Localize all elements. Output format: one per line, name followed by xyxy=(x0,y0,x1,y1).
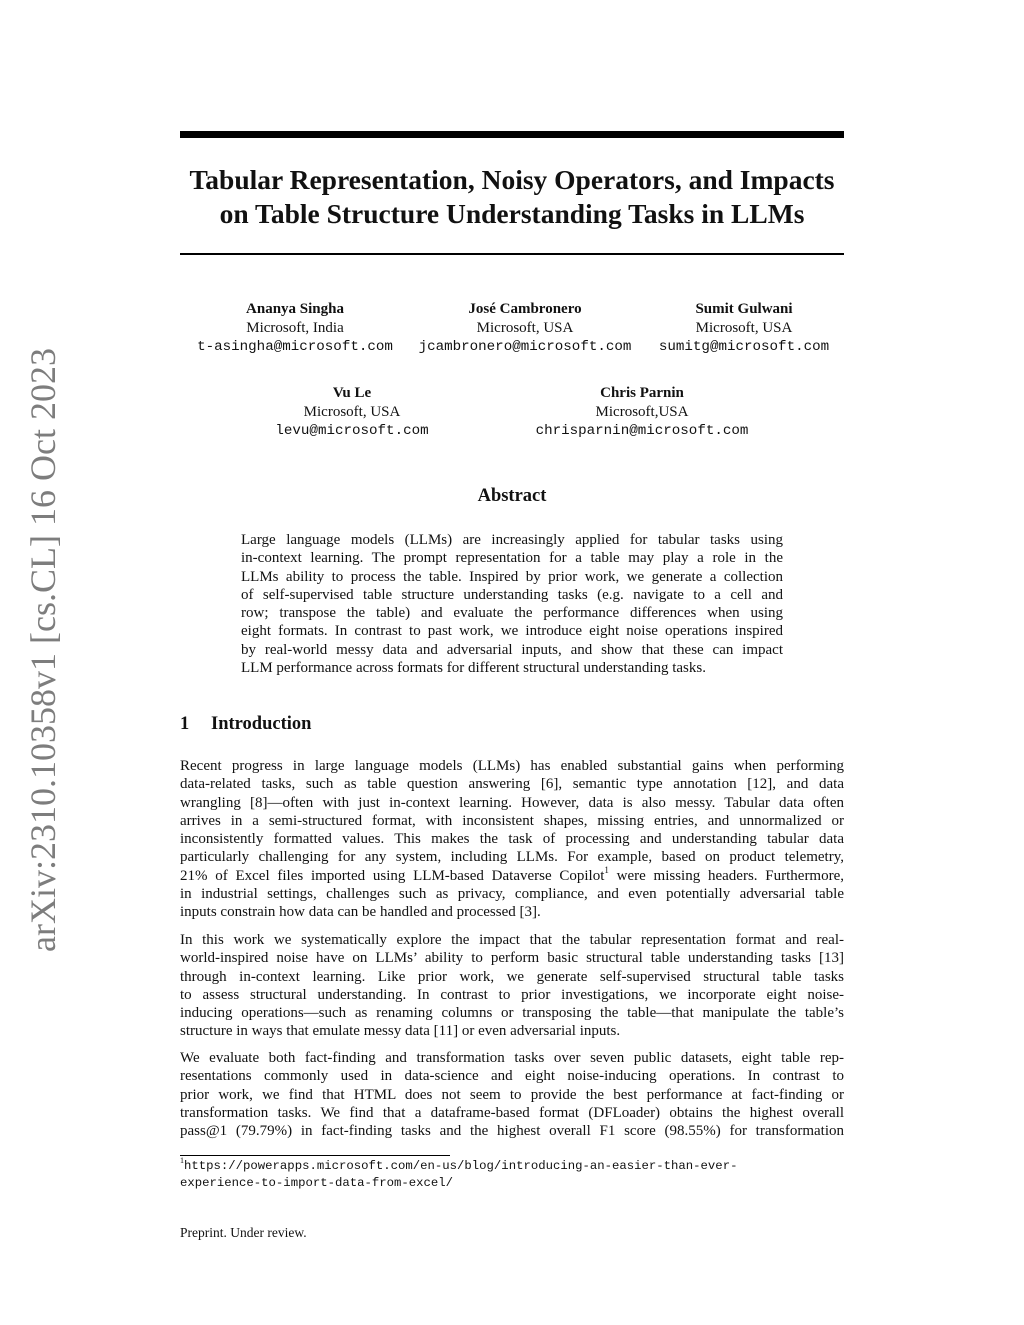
line-text: were missing headers. Furthermore, xyxy=(608,867,845,884)
section-title: Introduction xyxy=(211,714,312,734)
paragraph-line: resentations commonly used in data-science and eight noise-inducing operations. In contrast to xyxy=(180,1068,844,1085)
paper-title xyxy=(160,163,864,231)
paragraph-line xyxy=(180,864,845,885)
abstract-line: of self-supervised table structure understanding tasks (e.g. navigate to a cell and xyxy=(241,586,783,603)
author-email: sumitg@microsoft.com xyxy=(658,339,830,355)
abstract-line: row; transpose the table) and evaluate the performance differences when using xyxy=(241,605,783,622)
intro-paragraph-1 xyxy=(180,757,844,922)
abstract-line: eight formats. In contrast to past work, we introduce eight noise operations inspired xyxy=(241,623,783,640)
author-name: Sumit Gulwani xyxy=(695,301,793,317)
author-affiliation: Microsoft, USA xyxy=(695,320,793,336)
footnote-marker: 1 xyxy=(604,864,609,875)
footnote-number: 1 xyxy=(180,1155,184,1165)
paragraph-line: data-related tasks, such as table question answering [6], semantic type annotation [12], and data xyxy=(180,776,844,793)
paragraph-line: In this work we systematically explore the impact that the tabular representation format and real- xyxy=(180,932,844,948)
intro-paragraph-2 xyxy=(180,931,844,1041)
abstract-line: LLM performance across formats for different structural understanding tasks. xyxy=(241,660,706,677)
intro-paragraph-3 xyxy=(180,1049,844,1140)
footnote-line xyxy=(180,1155,844,1175)
author-name: Vu Le xyxy=(332,385,372,401)
author-email: levu@microsoft.com xyxy=(275,423,429,439)
footnote-url-part-1[interactable]: https://powerapps.microsoft.com/en-us/blog/introducing-an-easier-than-ever- xyxy=(184,1159,738,1173)
title-line-2: on Table Structure Understanding Tasks in LLMs xyxy=(219,198,805,229)
paragraph-line: We evaluate both fact-finding and transformation tasks over seven public datasets, eight table rep- xyxy=(180,1050,844,1066)
title-bottom-rule xyxy=(180,253,844,255)
paragraph-line: arrives in a semi-structured format, with inconsistent shapes, missing entries, and unnormalized or xyxy=(180,812,844,829)
title-line-1: Tabular Representation, Noisy Operators, and Impacts xyxy=(189,164,835,195)
paragraph-line: structure in ways that emulate messy data [11] or even adversarial inputs. xyxy=(180,1023,621,1040)
author-name: Ananya Singha xyxy=(246,301,344,317)
paragraph-line: pass@1 (79.79%) in fact-finding tasks and the highest overall F1 score (98.55%) for transformation xyxy=(180,1123,844,1140)
author-email: jcambronero@microsoft.com xyxy=(418,339,632,355)
abstract-line: in-context learning. The prompt representation for a table may play a role in the xyxy=(241,550,783,567)
abstract-line: Large language models (LLMs) are increasingly applied for tabular tasks using xyxy=(241,532,783,548)
abstract-line: LLMs ability to process the table. Inspired by prior work, we generate a collection xyxy=(241,568,783,585)
author-block xyxy=(165,300,425,357)
author-block xyxy=(614,300,874,357)
author-name: José Cambronero xyxy=(468,301,582,317)
abstract-heading: Abstract xyxy=(477,486,547,506)
paragraph-line: in industrial settings, challenges such as privacy, compliance, and even potentially adversarial table xyxy=(180,886,844,903)
paragraph-line: inputs constrain how data can be handled and processed [3]. xyxy=(180,904,541,921)
author-email: t-asingha@microsoft.com xyxy=(197,339,393,355)
author-affiliation: Microsoft, India xyxy=(246,320,344,336)
paragraph-line: inconsistently formatted values. This makes the task of processing and understanding tabular data xyxy=(180,831,844,848)
paragraph-line: wrangling [8]—often with just in-context learning. However, data is also messy. Tabular data often xyxy=(180,794,844,811)
author-affiliation: Microsoft,USA xyxy=(595,404,689,420)
paragraph-line: Recent progress in large language models (LLMs) has enabled substantial gains when performing xyxy=(180,758,844,774)
author-affiliation: Microsoft, USA xyxy=(303,404,401,420)
paragraph-line: transformation tasks. We find that a dataframe-based format (DFLoader) obtains the highest overall xyxy=(180,1104,844,1121)
abstract-body xyxy=(241,531,783,677)
paragraph-line: particularly challenging for any system, including LLMs. For example, based on product telemetry, xyxy=(180,849,844,866)
paragraph-line: prior work, we find that HTML does not seem to provide the best performance at fact-finding or xyxy=(180,1086,844,1103)
title-top-rule xyxy=(180,131,844,138)
line-text: 21% of Excel files imported using LLM-based Dataverse Copilot xyxy=(180,867,605,884)
footnote xyxy=(180,1155,844,1192)
author-email: chrisparnin@microsoft.com xyxy=(535,423,749,439)
arxiv-identifier: arXiv:2310.10358v1 [cs.CL] 16 Oct 2023 xyxy=(23,348,63,952)
paragraph-line: to assess structural understanding. In contrast to prior investigations, we incorporate eight noise- xyxy=(180,986,844,1003)
section-number: 1 xyxy=(180,714,190,734)
author-block xyxy=(512,384,772,441)
footnote-url-part-2[interactable]: experience-to-import-data-from-excel/ xyxy=(180,1176,454,1190)
paragraph-line: through in-context learning. Like prior work, we generate self-supervised structural table tasks xyxy=(180,968,844,985)
author-name: Chris Parnin xyxy=(600,385,684,401)
author-block xyxy=(222,384,482,441)
paragraph-line: inducing operations—such as renaming columns or transposing the table—that manipulate the table’s xyxy=(180,1005,844,1022)
author-affiliation: Microsoft, USA xyxy=(476,320,574,336)
preprint-note: Preprint. Under review. xyxy=(180,1225,307,1240)
footnote-rule xyxy=(180,1155,450,1156)
section-heading xyxy=(180,714,311,735)
abstract-line: by real-world messy data and adversarial inputs, and show that these can impact xyxy=(241,641,783,658)
paragraph-line: world-inspired noise have on LLMs’ ability to perform basic structural table understanding tasks [13] xyxy=(180,950,844,967)
